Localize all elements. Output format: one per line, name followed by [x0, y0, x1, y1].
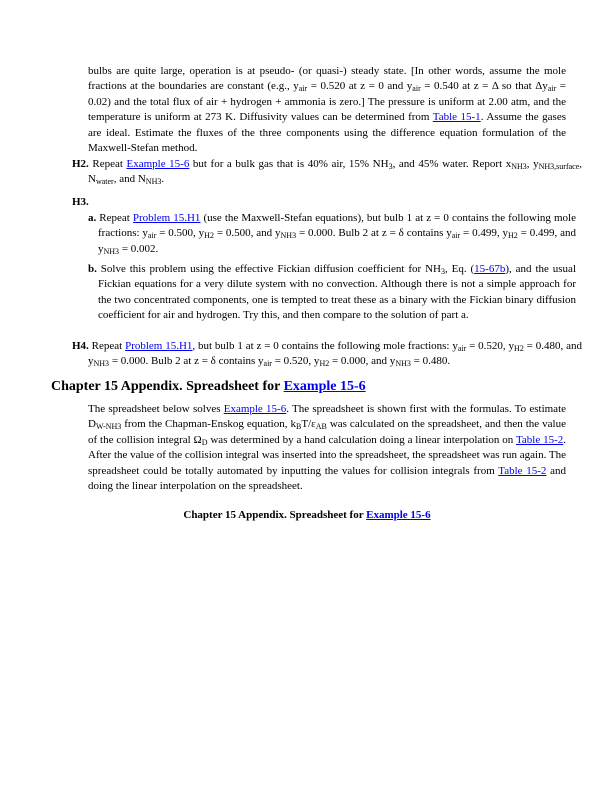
text: = 0.500, y	[156, 227, 205, 240]
text: , and 45% water. Report x	[392, 158, 512, 170]
text: . The spreadsheet is shown first with the formulas. To estimate D	[88, 403, 567, 431]
text: = 0.500, and y	[213, 227, 281, 240]
text: , N	[88, 158, 583, 186]
text: , and N	[113, 173, 146, 186]
text: , y	[526, 158, 539, 170]
text: was determined by a hand calculation doing a linear interpolation on	[207, 433, 516, 446]
subscript: NH3	[93, 359, 110, 369]
text: was calculated on the spreadsheet, and then the value of the collision integral Ω	[88, 418, 566, 446]
part-label: b.	[88, 263, 97, 275]
text: , Eq. (	[444, 263, 475, 275]
text: bulbs are quite large, operation is at pseudo- (or quasi-) steady state. [In other words, assume the mole fractions at the boundaries are constant (e.g., y	[88, 65, 566, 93]
text: = 0.520, y	[271, 355, 320, 368]
text: = 0.480, and y	[88, 340, 582, 368]
text: = 0.499, and y	[98, 227, 576, 255]
subscript: B	[295, 422, 302, 432]
subscript: NH3,surface	[538, 162, 580, 171]
subscript: NH3	[280, 231, 297, 241]
part-label: a.	[88, 212, 97, 224]
text: = 0.000. Bulb 2 at z = δ contains y	[109, 355, 264, 368]
subscript: water	[95, 177, 114, 187]
table-15-2-link[interactable]: Table 15-2	[515, 433, 564, 446]
example-15-6-link[interactable]: Example 15-6	[223, 403, 287, 415]
subscript: NH3	[395, 359, 411, 369]
table-15-1-link[interactable]: Table 15-1	[432, 111, 481, 124]
subscript: NH3	[511, 162, 527, 171]
text: .	[161, 173, 165, 186]
text: T/ε	[301, 418, 316, 431]
subscript: air	[547, 84, 557, 94]
example-15-6-link[interactable]: Example 15-6	[126, 158, 190, 170]
text: = 0.480.	[410, 355, 451, 368]
text: The spreadsheet below solves	[88, 403, 224, 415]
text: = 0.520 at z = 0 and y	[307, 80, 413, 93]
text: . After the value of the collision integral was inserted into the spreadsheet, the spreadsheet was run again. The spreadsheet could be totally automated by inputting the values for collision integrals from	[88, 433, 567, 477]
problem-h3-part-b	[88, 262, 576, 324]
text: Solve this problem using the effective Fickian diffusion coefficient for NH	[96, 263, 441, 275]
table-15-2-link[interactable]: Table 15-2	[498, 464, 547, 477]
example-15-6-link[interactable]: Example 15-6	[283, 379, 366, 394]
problem-h2	[72, 157, 582, 188]
problem-label: H2.	[72, 158, 89, 170]
text: Repeat	[96, 212, 133, 224]
problem-h4	[72, 339, 582, 370]
text: . Assume the gases are ideal. Estimate the fluxes of the three components using the difference equation formulation of the Maxwell-Stefan method.	[88, 111, 566, 155]
appendix-heading	[51, 379, 366, 395]
subscript: H2	[204, 231, 214, 241]
text: = 0.02) and the total flux of air + hydrogen + ammonia is zero.] The pressure is uniform at 2.00 atm, and the temperature is uniform at 273 K. Diffusivity values can be determined from	[88, 80, 566, 124]
subscript: air	[263, 359, 272, 369]
appendix-paragraph	[88, 402, 566, 494]
example-15-6-link[interactable]: Example 15-6	[366, 509, 431, 521]
problem-h3	[72, 195, 132, 210]
problem-label: H4.	[72, 340, 89, 352]
text: from the Chapman-Enskog equation, k	[121, 418, 296, 431]
problem-15-h1-link[interactable]: Problem 15.H1	[125, 340, 193, 352]
subscript: air	[147, 231, 157, 241]
subscript: air	[451, 231, 461, 241]
text: Repeat	[88, 158, 127, 170]
text: Repeat	[88, 340, 126, 352]
problem-h1-continuation	[88, 64, 566, 156]
heading-text: Chapter 15 Appendix. Spreadsheet for	[51, 379, 284, 394]
subscript: AB	[315, 422, 327, 432]
text: = 0.540 at z = Δ so that Δy	[420, 80, 548, 93]
caption-text: Chapter 15 Appendix. Spreadsheet for	[183, 509, 367, 521]
spreadsheet-caption	[0, 509, 614, 521]
subscript: W-NH3	[95, 422, 122, 432]
equation-15-67b-link[interactable]: 15-67b	[474, 263, 506, 275]
subscript: air	[457, 344, 467, 353]
subscript: air	[412, 84, 421, 94]
problem-h3-part-a	[88, 211, 576, 257]
subscript: H2	[319, 359, 330, 369]
problem-15-h1-link[interactable]: Problem 15.H1	[132, 212, 201, 224]
subscript: 3	[388, 162, 393, 171]
subscript: D	[201, 437, 208, 447]
text: but for a bulk gas that is 40% air, 15% NH	[189, 158, 389, 170]
subscript: NH3	[103, 246, 120, 256]
text: ), and the usual Fickian equations for a very dilute system with no convection. Although there is not a simple approach for the two concentrated components, one is tempted to treat these as a binary with the Fickian binary diffusion coefficient for air and hydrogen. Try this, and then compare to the solution of part a.	[98, 263, 576, 322]
problem-label: H3.	[72, 196, 89, 208]
text: = 0.520, y	[466, 340, 515, 352]
text: = 0.000, and y	[329, 355, 396, 368]
text: , but bulb 1 at z = 0 contains the following mole fractions: y	[192, 340, 458, 352]
subscript: H2	[514, 344, 524, 353]
text: and doing the linear interpolation on the spreadsheet.	[88, 464, 566, 493]
text: = 0.002.	[119, 242, 159, 255]
subscript: air	[298, 84, 308, 94]
text: = 0.000. Bulb 2 at z = δ contains y	[296, 227, 452, 240]
subscript: NH3	[145, 177, 162, 187]
subscript: H2	[507, 231, 518, 241]
subscript: 3	[440, 267, 445, 276]
text: = 0.499, y	[460, 227, 508, 240]
text: (use the Maxwell-Stefan equations), but bulb 1 at z = 0 contains the following mole fractions: y	[98, 212, 576, 240]
